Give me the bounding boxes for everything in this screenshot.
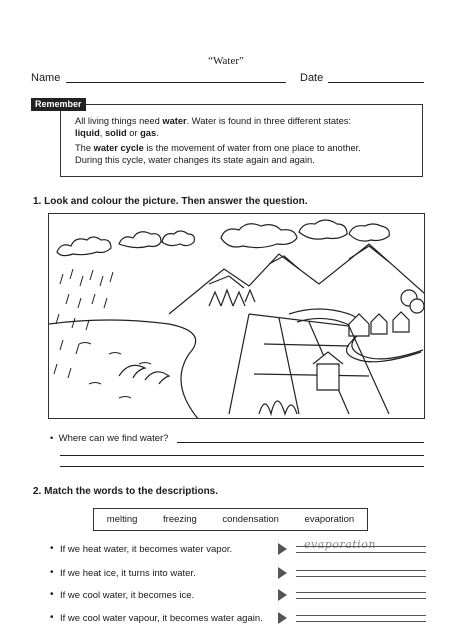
match-row: • If we cool water vapour, it becomes water again. bbox=[50, 612, 426, 626]
bullet-dot: • bbox=[50, 612, 54, 623]
remember-tag: Remember bbox=[31, 98, 86, 111]
answer-line-1[interactable] bbox=[177, 442, 424, 443]
question-1-prompt: • Where can we find water? bbox=[50, 433, 169, 444]
date-label: Date bbox=[300, 72, 324, 84]
answer-line[interactable] bbox=[296, 546, 426, 547]
match-row: • If we heat ice, it turns into water. bbox=[50, 567, 426, 581]
match-row: • If we cool water, it becomes ice. bbox=[50, 589, 426, 603]
word-melting: melting bbox=[106, 514, 138, 525]
arrow-icon bbox=[278, 543, 287, 555]
word-condensation: condensation bbox=[222, 514, 279, 525]
answer-line[interactable] bbox=[296, 552, 426, 553]
word-evaporation: evaporation bbox=[304, 514, 355, 525]
answer-line[interactable] bbox=[296, 576, 426, 577]
answer-line-2[interactable] bbox=[60, 455, 424, 456]
name-label: Name bbox=[31, 72, 61, 84]
bullet-dot: • bbox=[50, 543, 54, 554]
word-bank bbox=[93, 508, 368, 531]
match-row: • If we heat water, it becomes water vapor. evaporation bbox=[50, 543, 426, 557]
bullet-dot: • bbox=[50, 567, 54, 578]
word-freezing: freezing bbox=[163, 514, 197, 525]
question-2-title: 2. Match the words to the descriptions. bbox=[33, 486, 219, 497]
answer-line[interactable] bbox=[296, 592, 426, 593]
remember-paragraph-states: All living things need water. Water is found in three different states: liquid, solid or gas. bbox=[75, 116, 351, 138]
answer-line[interactable] bbox=[296, 570, 426, 571]
arrow-icon bbox=[278, 567, 287, 579]
remember-paragraph-cycle: The water cycle is the movement of water from one place to another. During this cycle, water changes its state again and again. bbox=[75, 143, 361, 165]
remember-box bbox=[60, 104, 423, 177]
answer-line[interactable] bbox=[296, 615, 426, 616]
arrow-icon bbox=[278, 589, 287, 601]
bullet-dot: • bbox=[50, 589, 54, 600]
answer-line[interactable] bbox=[296, 598, 426, 599]
worksheet-title: “Water” bbox=[208, 55, 244, 67]
date-line[interactable] bbox=[328, 82, 424, 83]
answer-line[interactable] bbox=[296, 621, 426, 622]
name-line[interactable] bbox=[66, 82, 286, 83]
water-cycle-picture[interactable] bbox=[48, 213, 425, 419]
answer-line-3[interactable] bbox=[60, 466, 424, 467]
bullet-dot: • bbox=[50, 433, 59, 444]
water-cycle-illustration bbox=[49, 214, 425, 419]
question-1-title: 1. Look and colour the picture. Then answer the question. bbox=[33, 196, 308, 207]
arrow-icon bbox=[278, 612, 287, 624]
handwritten-answer: evaporation bbox=[304, 538, 376, 551]
